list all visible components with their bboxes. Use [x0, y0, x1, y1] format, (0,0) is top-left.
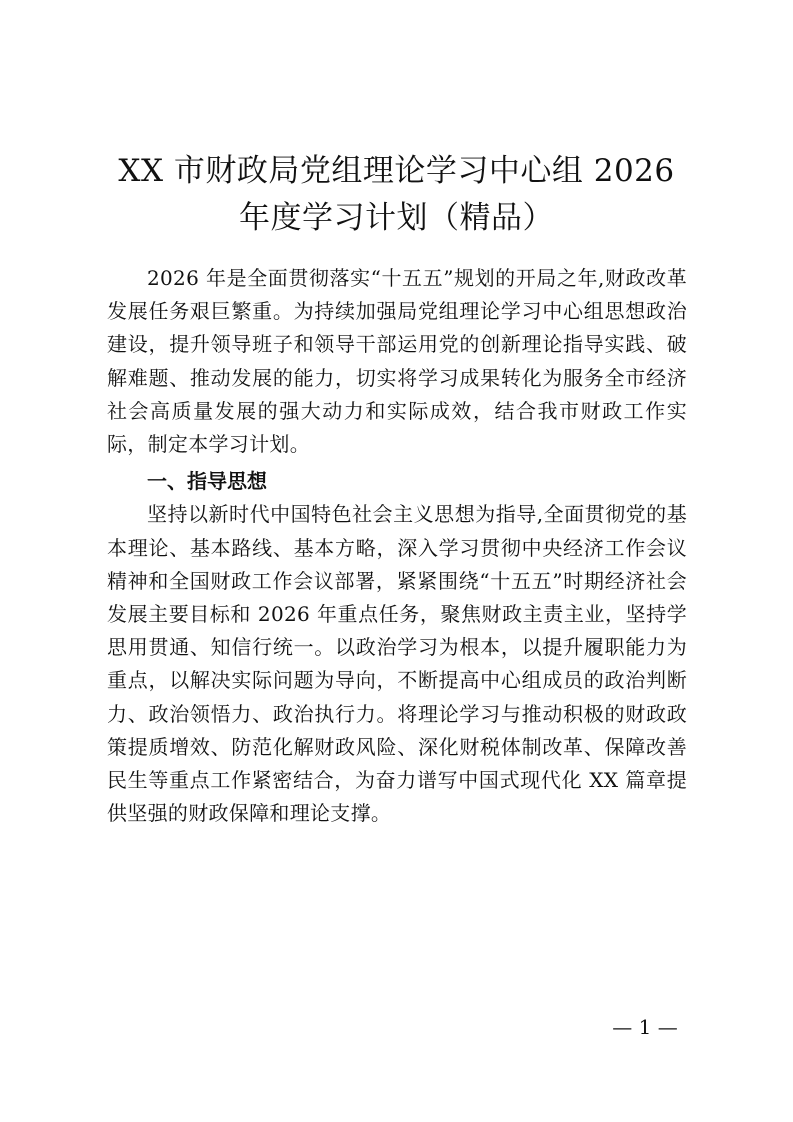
section-heading-guiding-ideology: 一、指导思想 — [147, 469, 267, 494]
section-body-guiding-ideology: 坚持以新时代中国特色社会主义思想为指导,全面贯彻党的基本理论、基本路线、基本方略，深入学习贯彻中央经济工作会议精神和全国财政工作会议部署，紧紧围绕“十五五”时期经济社会发展主要目标和 2026 年重点任务，聚焦财政主责主业，坚持学思用贯通、知信行统一。以政治学习为根本，以提升履职能力为重点，以解决实际问题为导向，不断提高中心组成员的政治判断力、政治领悟力、政治执行力。将理论学习与推动积极的财政政策提质增效、防范化解财政风险、深化财税体制改革、保障改善民生等重点工作紧密结合，为奋力谱写中国式现代化 XX 篇章提供坚强的财政保障和理论支撑。 — [107, 502, 687, 826]
intro-paragraph: 2026 年是全面贯彻落实“十五五”规划的开局之年,财政改革发展任务艰巨繁重。为持续加强局党组理论学习中心组思想政治建设，提升领导班子和领导干部运用党的创新理论指导实践、破解难题、推动发展的能力，切实将学习成果转化为服务全市经济社会高质量发展的强大动力和实际成效，结合我市财政工作实际，制定本学习计划。 — [107, 266, 687, 457]
document-body — [107, 262, 687, 830]
page-number: — 1 — — [612, 1015, 678, 1039]
document-title: XX 市财政局党组理论学习中心组 2026 年度学习计划（精品） — [118, 153, 675, 236]
